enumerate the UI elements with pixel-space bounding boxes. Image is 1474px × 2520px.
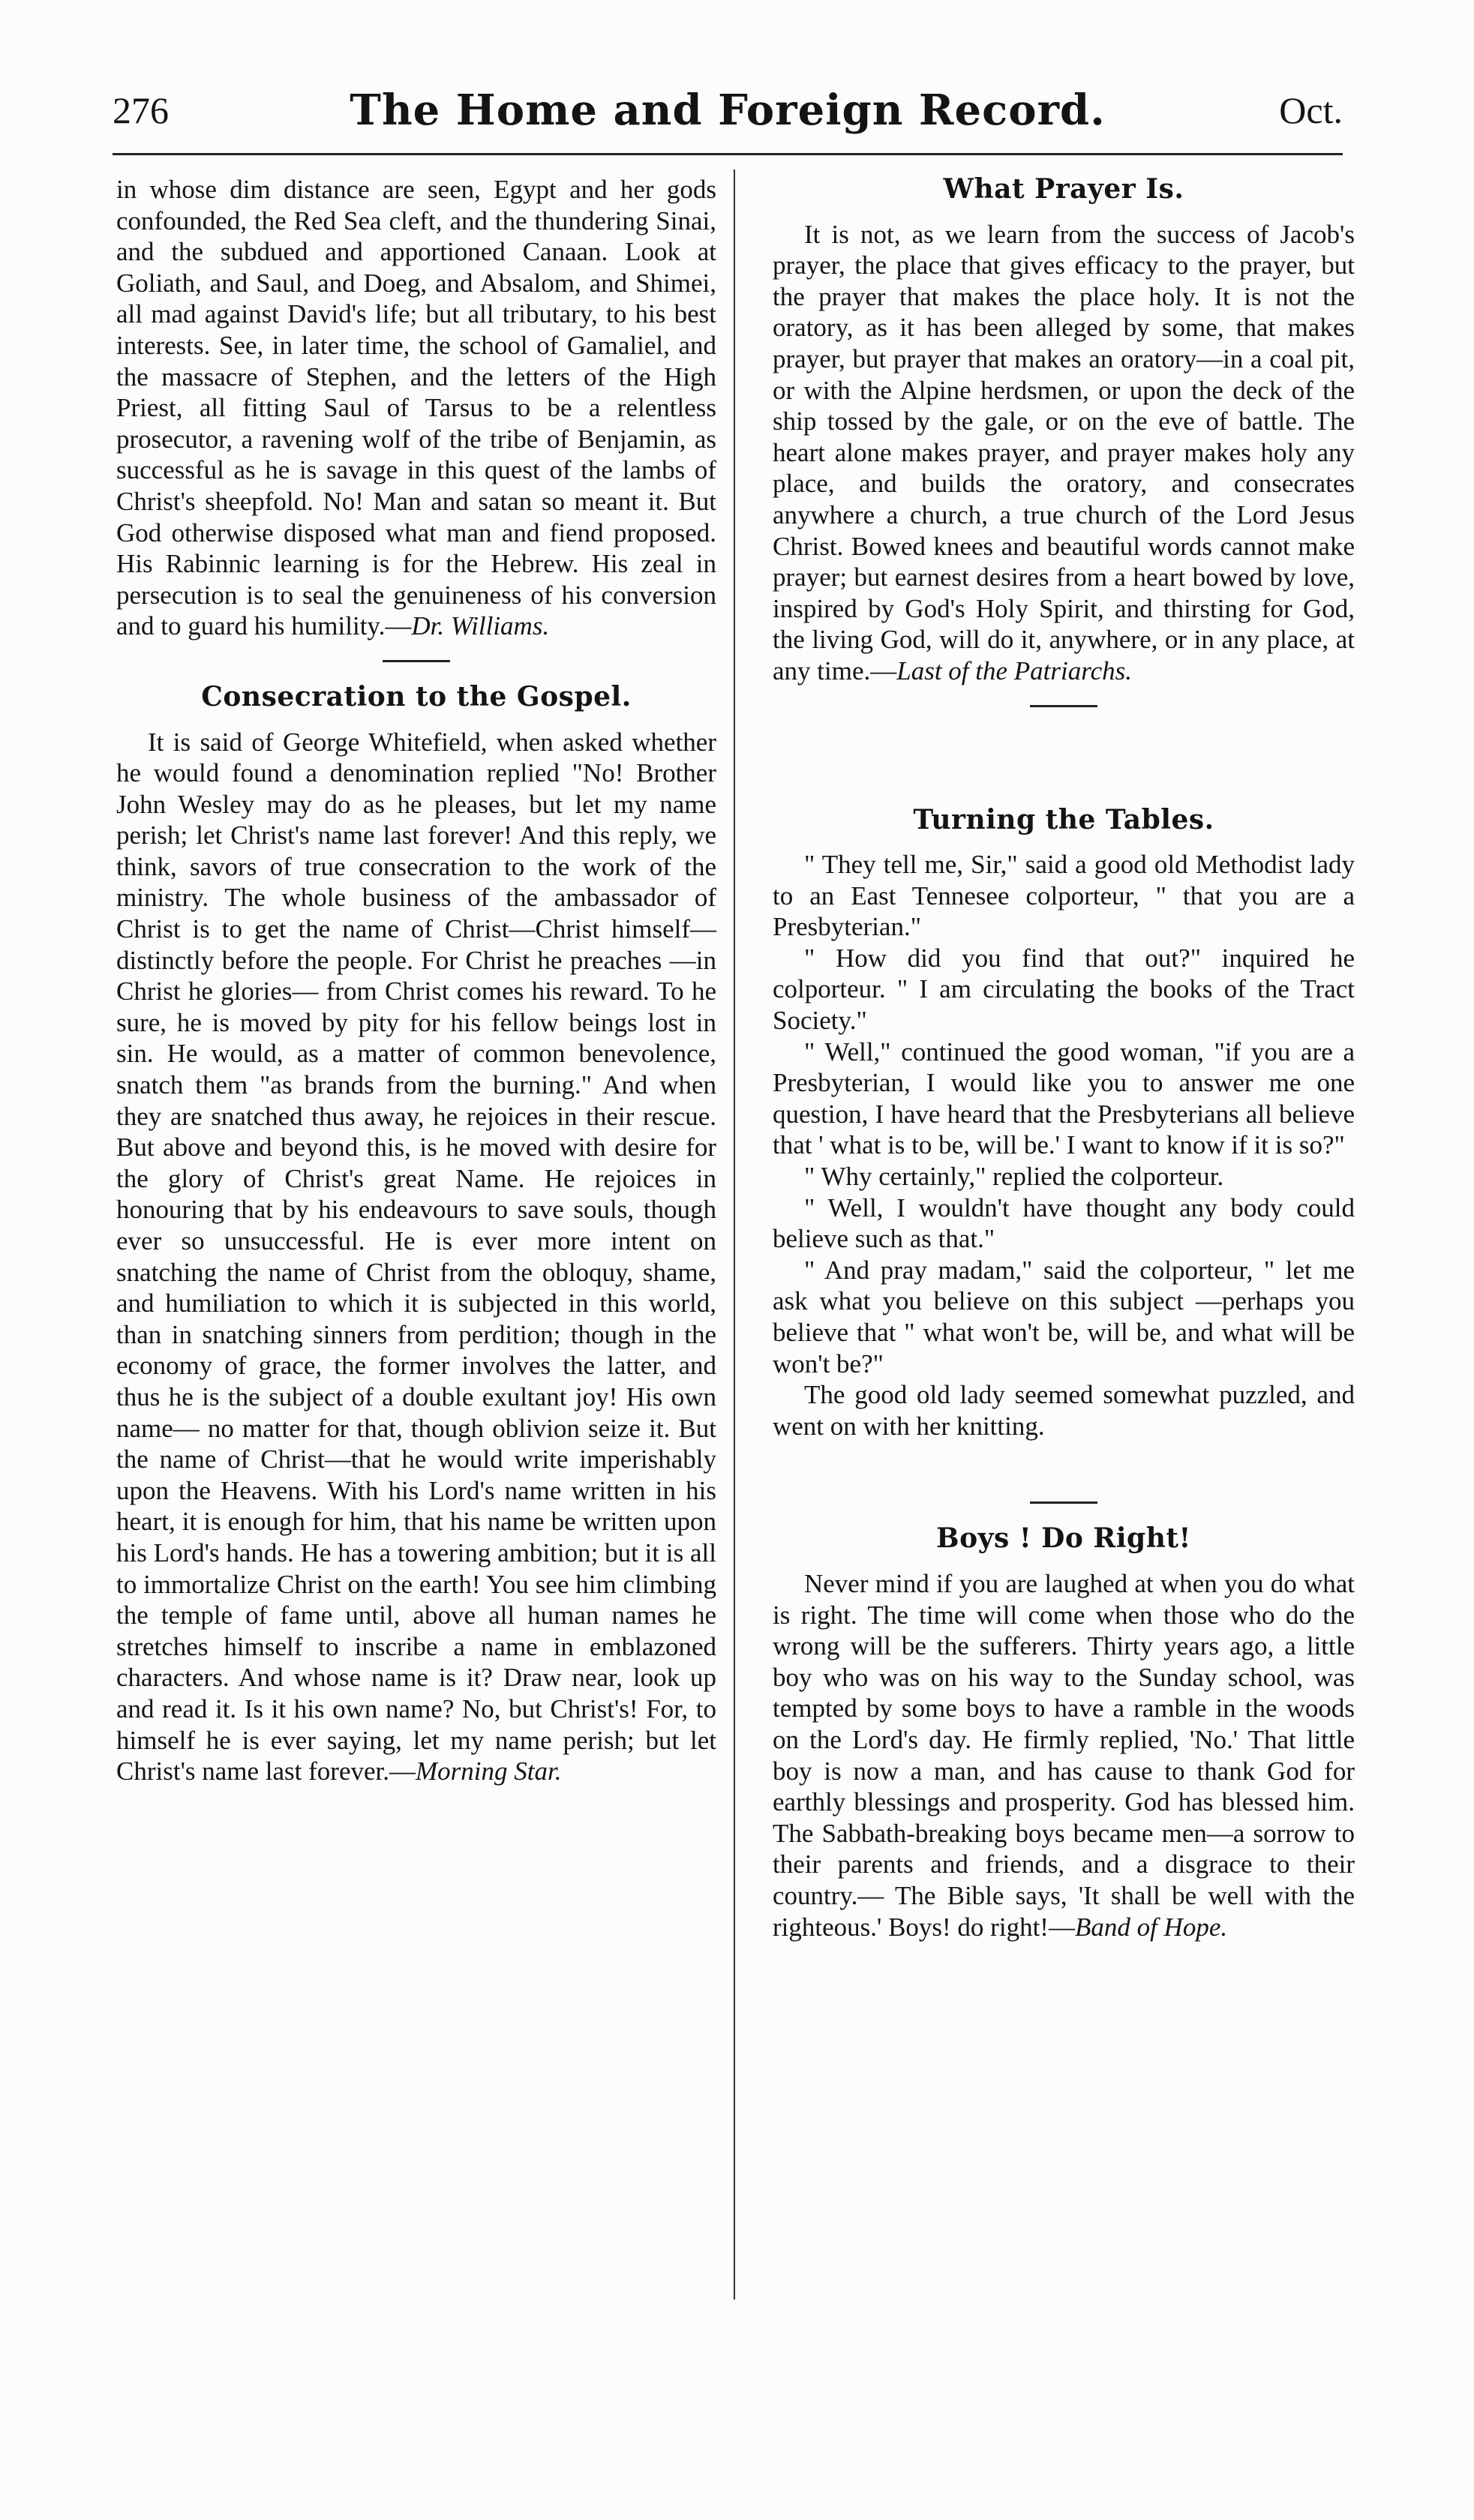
attribution: Morning Star. [416,1756,562,1786]
article-text: It is not, as we learn from the success of Jacob's prayer, the place that gives efficacy to the prayer, but the prayer that makes the place holy. It is not the oratory, as it has been alleged by some, that makes prayer, but prayer that makes an oratory—in a coal pit, or with the Alpine herdsmen, or upon the deck of the ship tossed by the gale, or on the eve of battle. The heart alone makes prayer, and prayer makes holy any place, and builds the oratory, and consecrates anywhere a church, a true church of the Lord Jesus Christ. Bowed knees and beautiful words cannot make prayer; but earnest desires from a heart bowed by love, inspired by God's Holy Spirit, and thirsting for God, the living God, will do it, anywhere, or in any place, at any time.— [773,219,1355,686]
attribution: Last of the Patriarchs. [896,656,1132,686]
page-number: 276 [113,89,169,131]
article-heading: Consecration to the Gospel. [201,680,632,712]
section-rule [1030,705,1097,707]
issue-month: Oct. [1279,89,1343,131]
article-text: It is said of George Whitefield, when asked whether he would found a denomination replied "No! Brother John Wesley may do as he pleases, but let my name perish; let Christ's name last forever! And this reply, we think, savors of true consecration to the work of the ministry. The whole business of the ambassador of Christ is to get the name of Christ—Christ himself—distinctly before the people. For Christ he preaches —in Christ he glories— from Christ comes his reward. To he sure, he is moved by pity for his fellow beings lost in sin. He would, as a matter of common benevolence, snatch them "as brands from the burning." And when they are snatched thus away, he rejoices in their rescue. But above and beyond this, is he moved with desire for the glory of Christ's great Name. He rejoices in honouring that by his endeavours to save souls, though ever so unsuccessful. He is ever more intent on snatching the name of Christ from the obloquy, shame, and humiliation to which it is subjected in this world, than in snatching sinners from perdition; though in the economy of grace, the former involves the latter, and thus he is the subject of a double exultant joy! His own name— no matter for that, though oblivion seize it. But the name of Christ—that he would write imperishably upon the Heavens. With his Lord's name written in his heart, it is enough for him, that his name be written upon his Lord's hands. He has a towering ambition; but it is all to immortalize Christ on the earth! You see him climbing the temple of fame until, above all human names he stretches himself to inscribe a name in emblazoned characters. And whose name is it? Draw near, look up and read it. Is it his own name? No, but Christ's! For, to himself he is ever saying, let my name perish; but let Christ's name last forever.— [116,727,716,1786]
continued-article [116,174,716,642]
dialogue-paragraph: " Well," continued the good woman, "if you are a Presbyterian, I would like you to answer me one question, I have heard that the Presbyterians all believe that ' what is to be, will be.' I want to know if it is so?" [773,1036,1355,1160]
continued-article-text: in whose dim distance are seen, Egypt and her gods confounded, the Red Sea cleft, and the thundering Sinai, and the subdued and apportioned Canaan. Look at Goliath, and Saul, and Doeg, and Absalom, and Shimei, all mad against David's life; but all tributary, to his best interests. See, in later time, the school of Gamaliel, and the massacre of Stephen, and the letters of the High Priest, all fitting Saul of Tarsus to be a relentless prosecutor, a ravening wolf of the tribe of Benjamin, as successful as he is savage in this quest of the lambs of Christ's sheepfold. No! Man and satan so meant it. But God otherwise disposed what man and fiend proposed. His Rabinnic learning is for the Hebrew. His zeal in persecution is to seal the genuineness of his conversion and to guard his humility.— [116,175,716,641]
dialogue-paragraph: " Why certainly," replied the colporteur. [804,1162,1224,1192]
article-body [773,1568,1355,1942]
left-column [116,174,716,1787]
dialogue-paragraph: " And pray madam," said the colporteur, " let me ask what you believe on this subject —perhaps you believe that " what won't be, will be, and what will be won't be?" [773,1255,1355,1378]
article-heading: What Prayer Is. [943,173,1184,205]
article-body [116,727,716,1787]
right-column [773,174,1355,1942]
attribution: Dr. Williams. [411,611,550,641]
journal-title: The Home and Foreign Record. [350,86,1106,135]
dialogue-paragraph: " Well, I wouldn't have thought any body could believe such as that." [773,1192,1355,1254]
page-header [113,88,1343,156]
dialogue-paragraph: " How did you find that out?" inquired he colporteur. " I am circulating the books of the Tract Society." [773,943,1355,1036]
attribution: Band of Hope. [1074,1912,1228,1942]
article-text: Never mind if you are laughed at when you do what is right. The time will come when those who do the wrong will be the sufferers. Thirty years ago, a little boy who was on his way to the Sunday school, was tempted by some boys to have a ramble in the woods on the Lord's day. He firmly replied, 'No.' That little boy is now a man, and has cause to thank God for earthly blessings and prosperity. God has blessed him. The Sabbath-breaking boys became men—a sorrow to their parents and friends, and a disgrace to their country.— The Bible says, 'It shall be well with the righteous.' Boys! do right!— [773,1568,1355,1942]
column-divider [734,170,735,2300]
article-body [773,219,1355,687]
dialogue-paragraph: The good old lady seemed somewhat puzzled, and went on with her knitting. [773,1380,1355,1441]
article-heading: Boys ! Do Right! [936,1522,1191,1555]
dialogue-paragraph: " They tell me, Sir," said a good old Methodist lady to an East Tennesee colporteur, " that you are a Presbyterian." [773,850,1355,942]
section-rule [383,660,450,662]
section-rule [1030,1502,1097,1504]
article-heading: Turning the Tables. [913,803,1214,836]
header-rule [113,153,1343,155]
